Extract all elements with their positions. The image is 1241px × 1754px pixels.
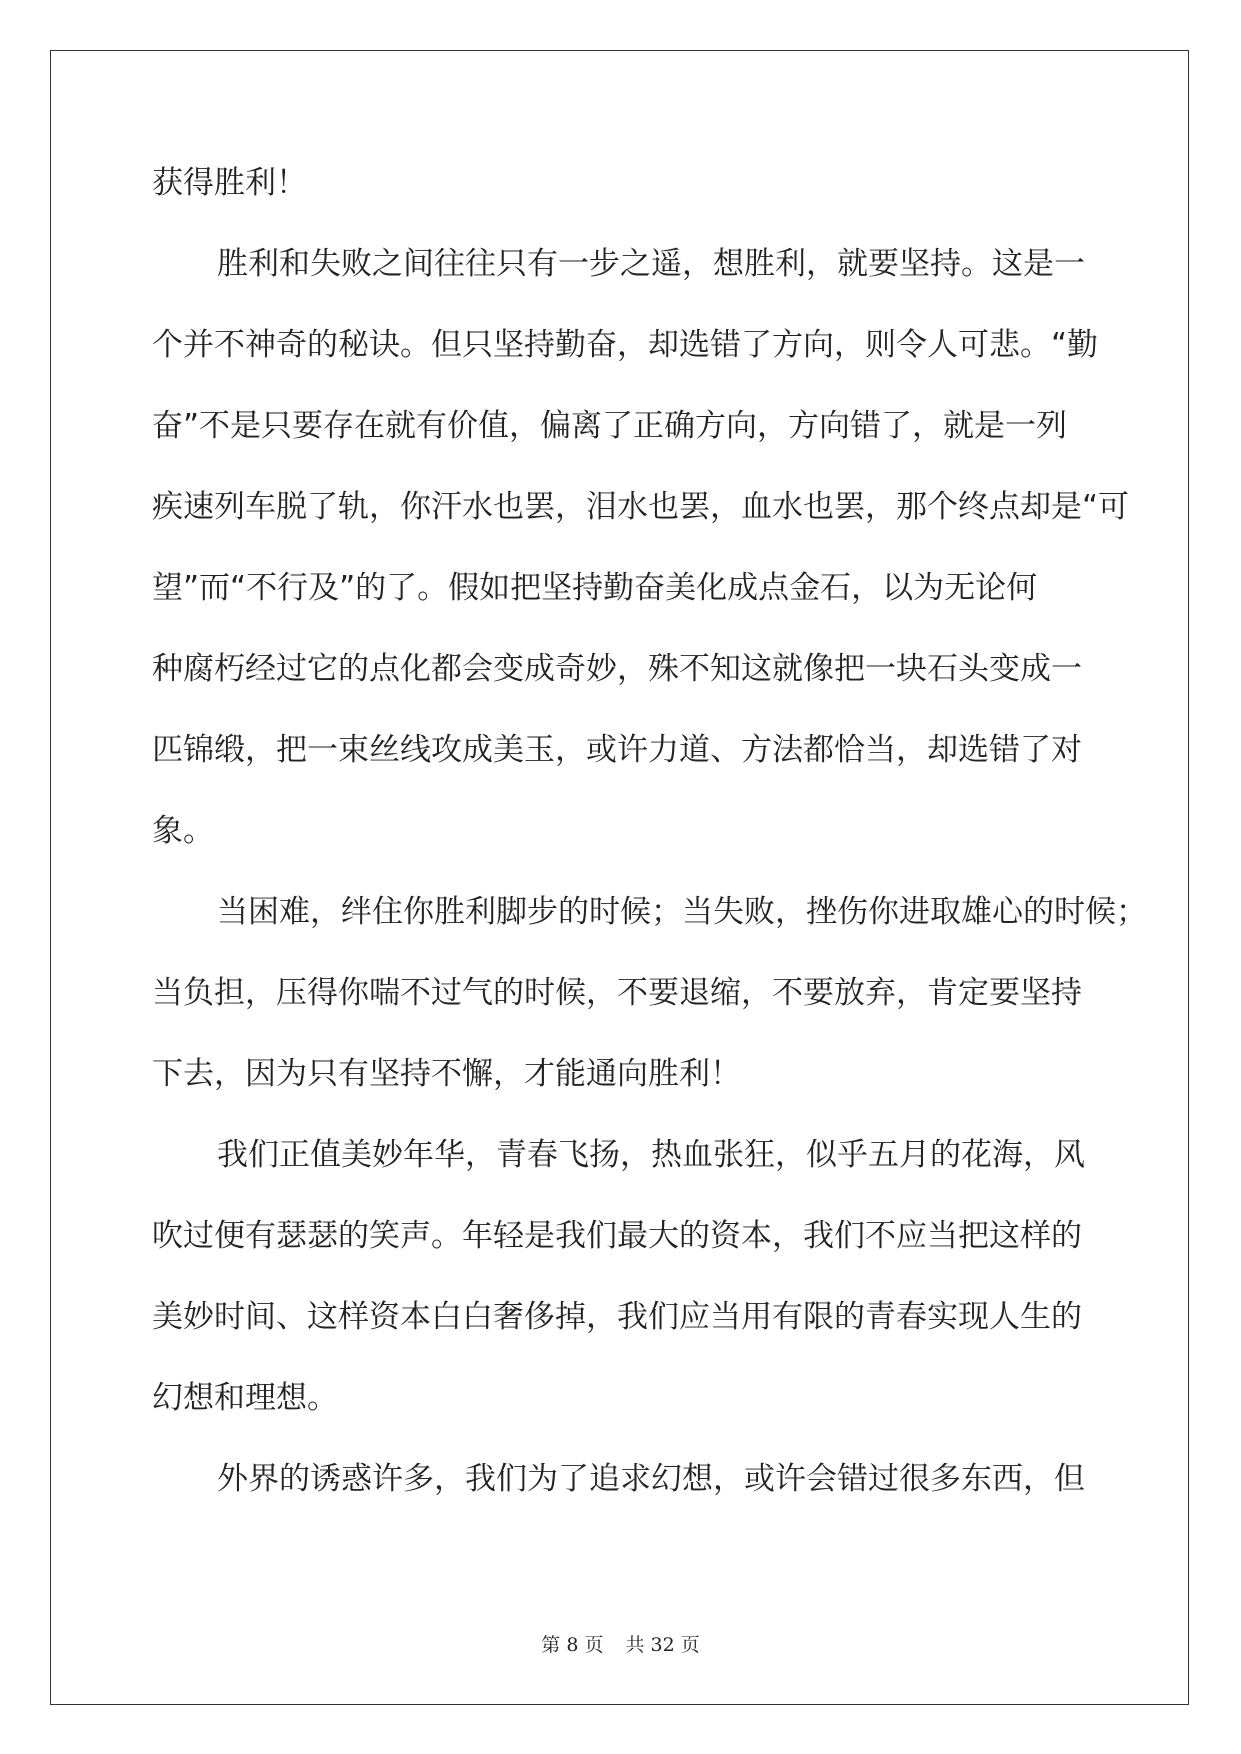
text-line: 吹过便有瑟瑟的笑声。年轻是我们最大的资本，我们不应当把这样的 (152, 1218, 1082, 1254)
text-line: 幻想和理想。 (152, 1380, 338, 1416)
text-line: 匹锦缎，把一束丝线攻成美玉，或许力道、方法都恰当，却选错了对 (152, 732, 1082, 768)
page-total: 共 32 页 (625, 1634, 700, 1656)
text-line: 胜利和失败之间往往只有一步之遥，想胜利，就要坚持。这是一 (217, 246, 1085, 282)
page-footer (0, 1630, 1241, 1657)
text-line: 奋”不是只要存在就有价值，偏离了正确方向，方向错了，就是一列 (152, 408, 1068, 444)
text-line: 疾速列车脱了轨，你汗水也罢，泪水也罢，血水也罢，那个终点却是“可 (152, 489, 1130, 525)
text-line: 种腐朽经过它的点化都会变成奇妙，殊不知这就像把一块石头变成一 (152, 651, 1082, 687)
text-line: 当负担，压得你喘不过气的时候，不要退缩，不要放弃，肯定要坚持 (152, 975, 1082, 1011)
text-line: 象。 (152, 813, 214, 849)
text-line: 美妙时间、这样资本白白奢侈掉，我们应当用有限的青春实现人生的 (152, 1299, 1082, 1335)
text-line: 个并不神奇的秘诀。但只坚持勤奋，却选错了方向，则令人可悲。“勤 (152, 327, 1099, 363)
text-line: 望”而“不行及”的了。假如把坚持勤奋美化成点金石，以为无论何 (152, 570, 1038, 606)
document-body (152, 160, 1147, 1537)
page-number: 第 8 页 (541, 1634, 604, 1656)
text-line: 当困难，绊住你胜利脚步的时候；当失败，挫伤你进取雄心的时候； (217, 894, 1147, 930)
text-line: 下去，因为只有坚持不懈，才能通向胜利！ (152, 1056, 741, 1092)
text-line: 我们正值美妙年华，青春飞扬，热血张狂，似乎五月的花海，风 (217, 1137, 1085, 1173)
text-line: 外界的诱惑许多，我们为了追求幻想，或许会错过很多东西，但 (217, 1461, 1085, 1497)
text-line: 获得胜利！ (152, 165, 307, 201)
